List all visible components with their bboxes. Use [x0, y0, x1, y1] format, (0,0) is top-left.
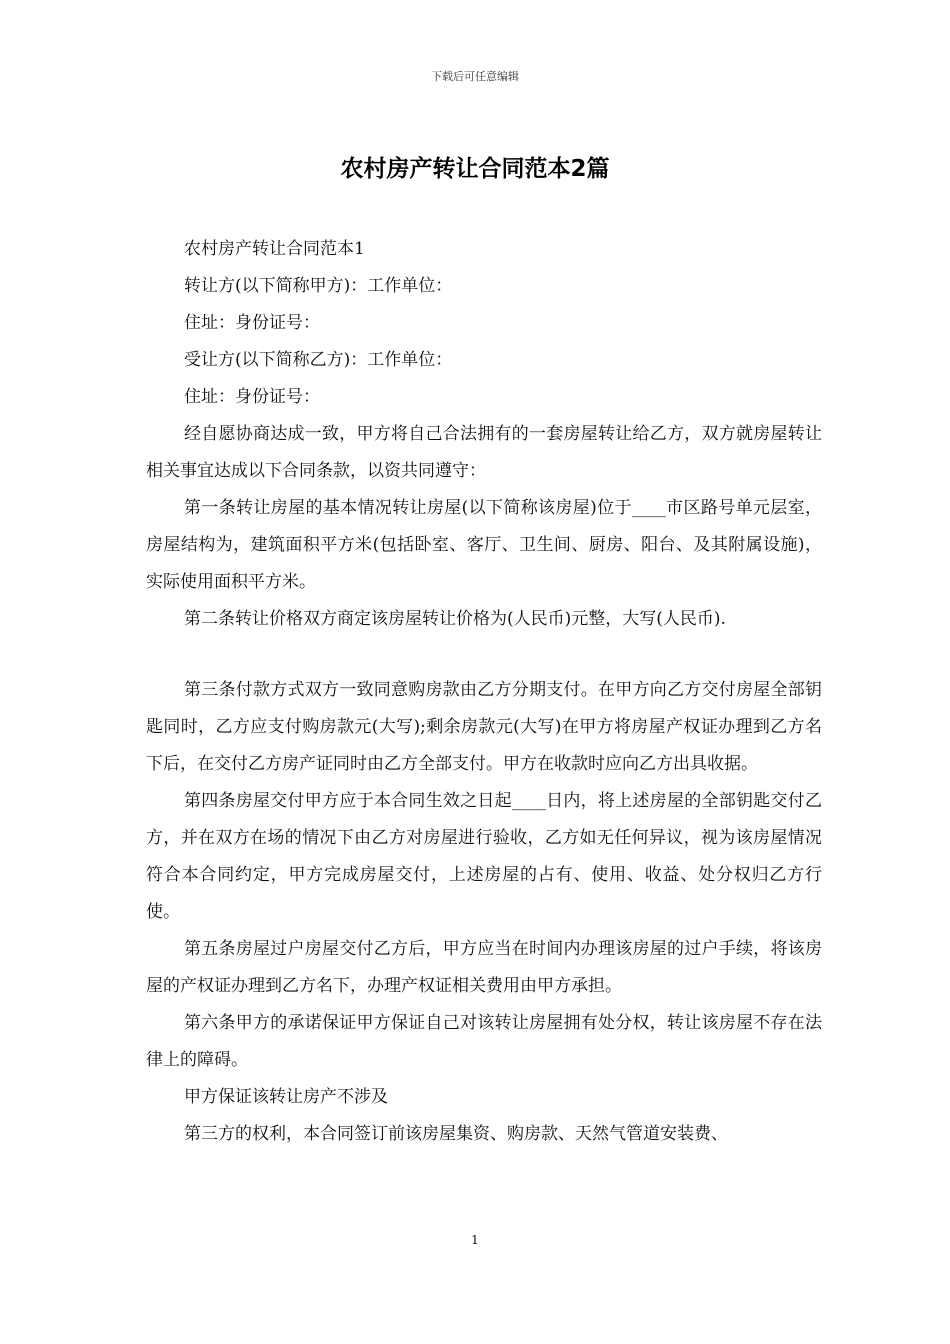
- document-title: 农村房产转让合同范本2篇: [340, 156, 610, 182]
- paragraph-transferee-address: 住址：身份证号：: [184, 387, 320, 407]
- paragraph-article-5: 第五条房屋过户房屋交付乙方后，甲方应当在时间内办理该房屋的过户手续，将该房屋的产权证办理到乙方名下，办理产权证相关费用由甲方承担。: [146, 939, 822, 996]
- paragraph-article-1: 第一条转让房屋的基本情况转让房屋(以下简称该房屋)位于____市区路号单元层室，房屋结构为，建筑面积平方米(包括卧室、客厅、卫生间、厨房、阳台、及其附属设施)，实际使用面积平方米。: [146, 498, 822, 592]
- paragraph-third-party: 第三方的权利，本合同签订前该房屋集资、购房款、天然气管道安装费、: [184, 1124, 728, 1144]
- document-body: [146, 231, 822, 1153]
- paragraph-transferor-address: 住址：身份证号：: [184, 313, 320, 333]
- paragraph-transferee: 受让方(以下简称乙方)：工作单位：: [184, 350, 453, 370]
- paragraph-transferor: 转让方(以下简称甲方)：工作单位：: [184, 276, 453, 296]
- paragraph-article-3: 第三条付款方式双方一致同意购房款由乙方分期支付。在甲方向乙方交付房屋全部钥匙同时，乙方应支付购房款元(大写);剩余房款元(大写)在甲方将房屋产权证办理到乙方名下后，在交付乙方房产证同时由乙方全部支付。甲方在收款时应向乙方出具收据。: [146, 680, 822, 774]
- page-header-note: 下载后可任意编辑: [431, 70, 519, 83]
- paragraph-guarantee: 甲方保证该转让房产不涉及: [184, 1087, 388, 1107]
- page-number: 1: [471, 1233, 479, 1247]
- paragraph-article-2: 第二条转让价格双方商定该房屋转让价格为(人民币)元整，大写(人民币).: [184, 609, 726, 629]
- paragraph-contract-heading: 农村房产转让合同范本1: [184, 239, 365, 259]
- paragraph-article-6: 第六条甲方的承诺保证甲方保证自己对该转让房屋拥有处分权，转让该房屋不存在法律上的障碍。: [146, 1013, 822, 1070]
- paragraph-preamble: 经自愿协商达成一致，甲方将自己合法拥有的一套房屋转让给乙方，双方就房屋转让相关事宜达成以下合同条款，以资共同遵守：: [146, 424, 822, 481]
- paragraph-article-4: 第四条房屋交付甲方应于本合同生效之日起____日内，将上述房屋的全部钥匙交付乙方，并在双方在场的情况下由乙方对房屋进行验收，乙方如无任何异议，视为该房屋情况符合本合同约定，甲方完成房屋交付，上述房屋的占有、使用、收益、处分权归乙方行使。: [146, 791, 822, 922]
